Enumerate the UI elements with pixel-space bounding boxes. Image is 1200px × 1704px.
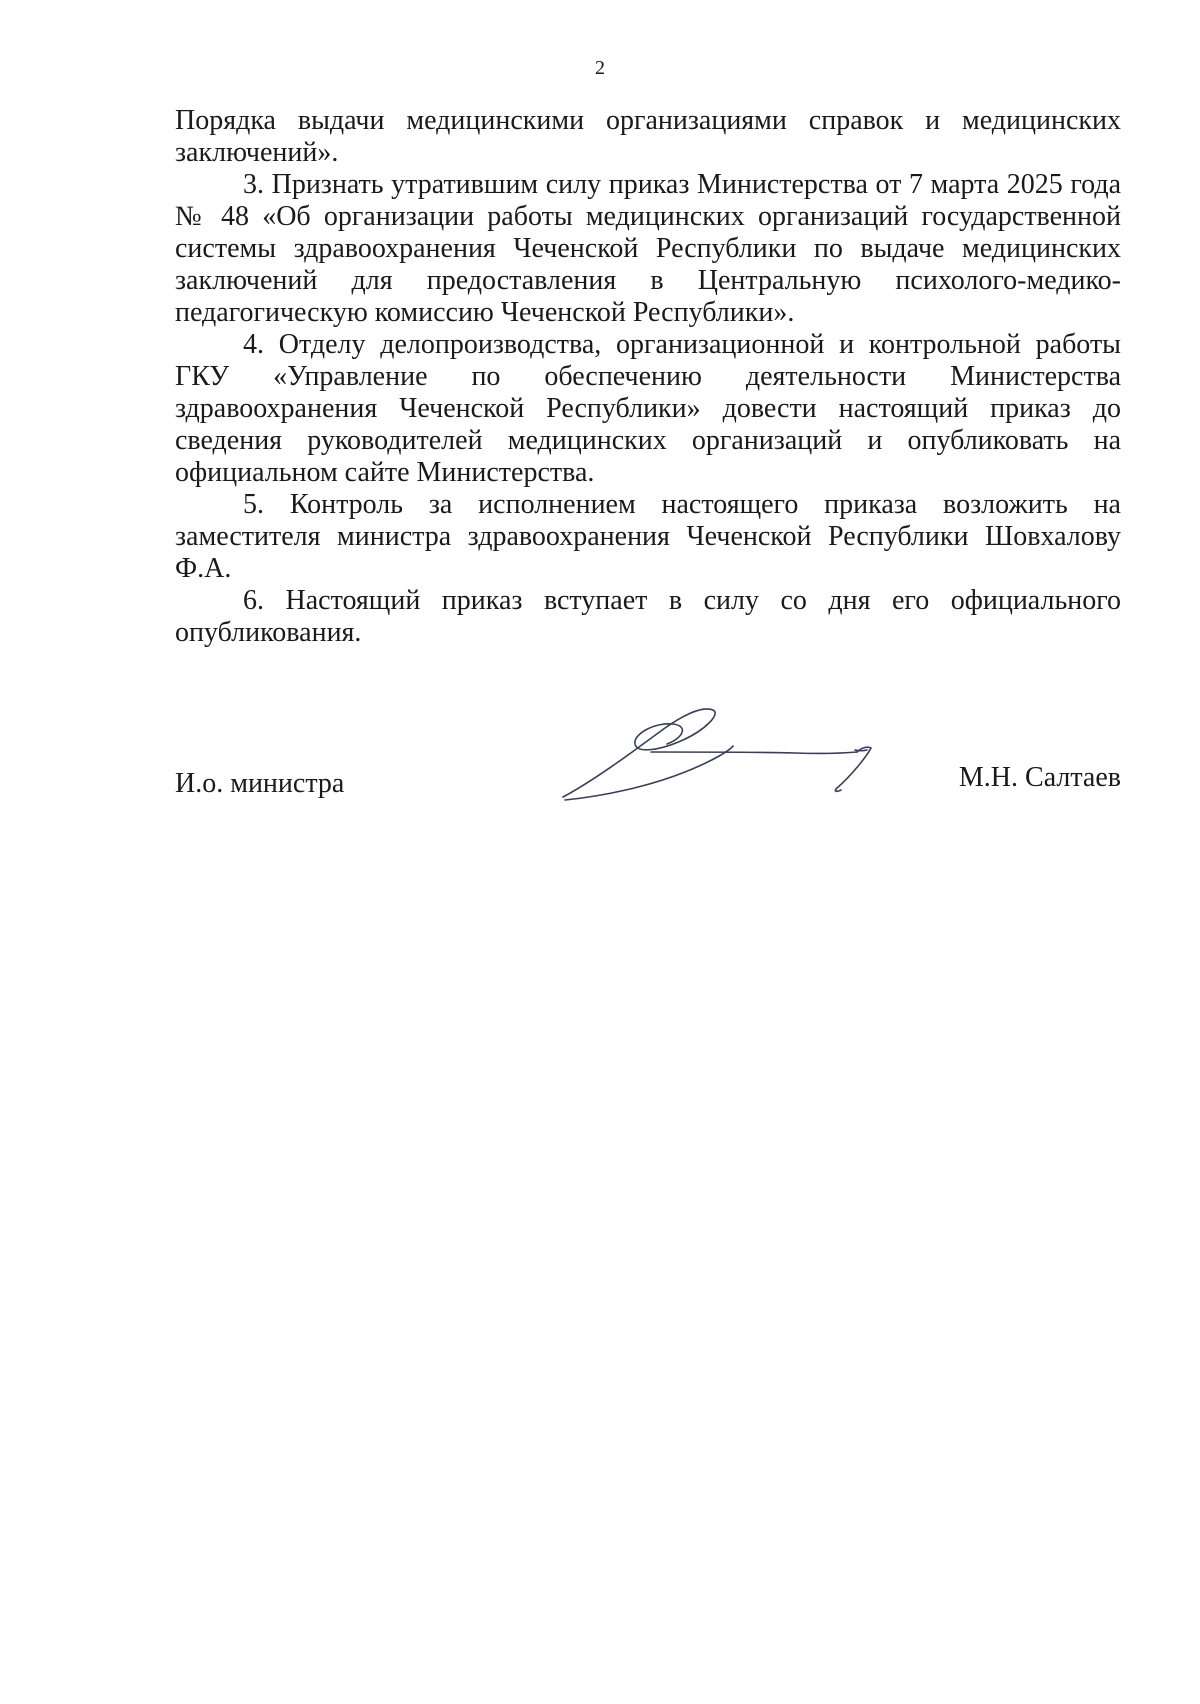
handwritten-signature-icon: [555, 700, 915, 810]
paragraph-continuation: Порядка выдачи медицинскими организациями справок и медицинских заключений».: [175, 105, 1121, 168]
page-number: 2: [595, 57, 605, 79]
signature-block: [175, 700, 1121, 820]
document-body: [175, 105, 1121, 649]
paragraph-item-3: 3. Признать утратившим силу приказ Министерства от 7 марта 2025 года № 48 «Об организации работы медицинских организаций государственной системы здравоохранения Чеченской Республики по выдаче медицинских заключений для предоставления в Центральную психолого-медико-педагогическую комиссию Чеченской Республики».: [175, 169, 1121, 328]
paragraph-item-6: 6. Настоящий приказ вступает в силу со дня его официального опубликования.: [175, 585, 1121, 648]
paragraph-item-5: 5. Контроль за исполнением настоящего приказа возложить на заместителя министра здравоохранения Чеченской Республики Шовхалову Ф.А.: [175, 489, 1121, 584]
signatory-name: М.Н. Салтаев: [958, 762, 1121, 793]
signatory-title: И.о. министра: [175, 768, 345, 799]
paragraph-item-4: 4. Отделу делопроизводства, организационной и контрольной работы ГКУ «Управление по обеспечению деятельности Министерства здравоохранения Чеченской Республики» довести настоящий приказ до сведения руководителей медицинских организаций и опубликовать на официальном сайте Министерства.: [175, 329, 1121, 488]
